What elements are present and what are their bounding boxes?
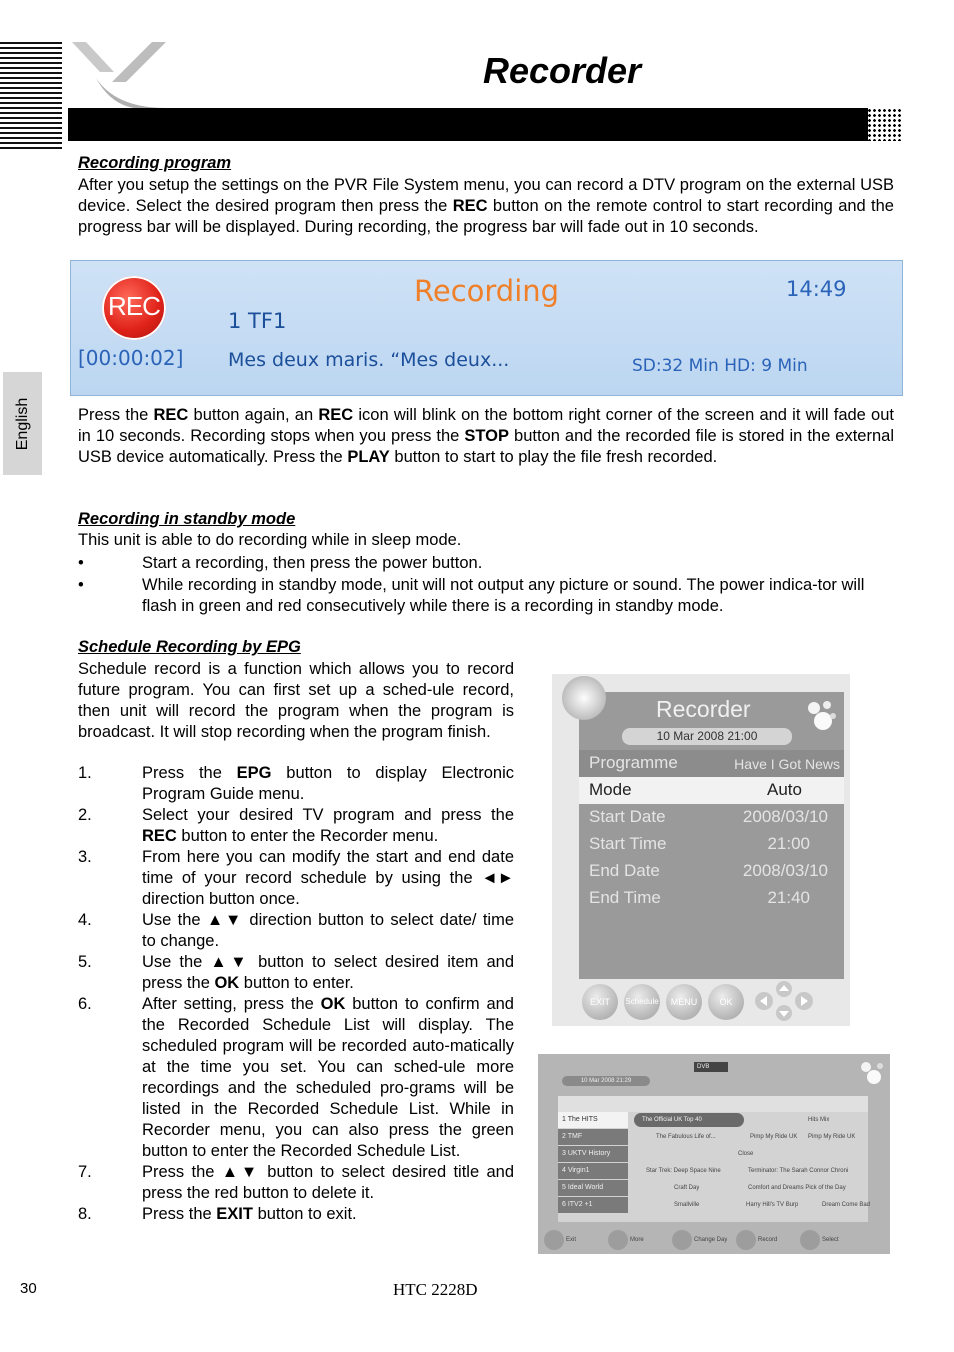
- epg-channel[interactable]: 6 ITV2 +1: [558, 1197, 628, 1213]
- header-bar: [68, 108, 868, 141]
- epg-program[interactable]: Close: [738, 1151, 754, 1157]
- recording-program-paragraph: After you setup the settings on the PVR File System menu, you can record a DTV program on the external USB device. Select the desired program then press the REC button on the remote control to start recording and the progress bar will be displayed. During recording, the progress bar will fade out in 10 seconds.: [78, 176, 894, 236]
- epg-program[interactable]: Terminator: The Sarah Connor Chroni: [748, 1168, 849, 1174]
- recorder-logo-icon: [562, 676, 606, 720]
- epg-footer-label: Select: [822, 1237, 839, 1243]
- recorder-title: Recorder: [656, 696, 751, 722]
- epg-change-day-button-icon[interactable]: [672, 1230, 692, 1250]
- rec-icon: REC: [102, 276, 166, 340]
- standby-list: [78, 553, 894, 617]
- recorder-buttons: [582, 984, 818, 1020]
- epg-channel[interactable]: 4 Virgin1: [558, 1163, 628, 1179]
- row-end-time[interactable]: End Time 21:40: [589, 888, 810, 907]
- epg-record-button-icon[interactable]: [736, 1230, 756, 1250]
- list-item: 5. Use the ▲▼ button to select desired item and press the OK button to enter.: [78, 953, 514, 992]
- bubbles-icon: [800, 696, 840, 736]
- list-item: 4. Use the ▲▼ direction button to select date/ time to change.: [78, 911, 514, 950]
- language-tab: English: [3, 372, 42, 475]
- epg-select-button-icon[interactable]: [800, 1230, 820, 1250]
- standby-intro: This unit is able to do recording while in sleep mode.: [78, 531, 462, 549]
- list-item: 6. After setting, press the OK button to confirm and the Recorded Schedule List will display. The scheduled program will be recorded auto-matically at the time you set. You can sched-ule more recordings and the scheduled pro-grams will be listed in the Recorded Schedule List. While in Recorder menu, you can also press the green button to enter the Recorded Schedule List.: [78, 995, 514, 1160]
- epg-channel[interactable]: 1 The HITS: [558, 1112, 628, 1128]
- epg-day-header: [558, 1096, 868, 1112]
- ok-button[interactable]: OK: [708, 984, 744, 1020]
- list-item: 3. From here you can modify the start and end date time of your record schedule by using the ◄► direction button once.: [78, 848, 514, 908]
- banner-elapsed: [00:00:02]: [78, 346, 184, 370]
- epg-footer-label: Exit: [566, 1237, 577, 1243]
- epg-channel[interactable]: 3 UKTV History: [558, 1146, 628, 1162]
- epg-exit-button-icon[interactable]: [544, 1230, 564, 1250]
- epg-channel[interactable]: 5 Ideal World: [558, 1180, 628, 1196]
- menu-button[interactable]: MENU: [666, 984, 702, 1020]
- epg-program[interactable]: Craft Day: [674, 1185, 700, 1191]
- epg-program[interactable]: Hits Mix: [808, 1117, 830, 1123]
- epg-program[interactable]: Pimp My Ride UK: [750, 1134, 798, 1140]
- page-number: 30: [20, 1280, 37, 1297]
- epg-datetime: 10 Mar 2008 21:29: [562, 1076, 650, 1086]
- epg-dvb: DVB: [694, 1062, 728, 1072]
- header-bar-dots: [862, 108, 902, 141]
- epg-program[interactable]: The Fabulous Life of...: [656, 1134, 716, 1140]
- standby-heading: Recording in standby mode: [78, 510, 296, 528]
- epg-more-button-icon[interactable]: [608, 1230, 628, 1250]
- epg-footer-label: Record: [758, 1237, 778, 1243]
- recorder-datetime: 10 Mar 2008 21:00: [622, 728, 792, 745]
- list-item: • While recording in standby mode, unit will not output any picture or sound. The power indica-tor will flash in green and red consecutively while there is a recording in standby mode.: [78, 576, 865, 615]
- epg-program[interactable]: Pimp My Ride UK: [808, 1134, 856, 1140]
- epg-channel[interactable]: 2 TMF: [558, 1129, 628, 1145]
- epg-program[interactable]: Dream Come Bad: [822, 1202, 871, 1208]
- banner-title: Recording: [414, 274, 560, 308]
- schedule-heading: Schedule Recording by EPG: [78, 638, 301, 656]
- schedule-button[interactable]: Schedule: [624, 984, 660, 1020]
- model-name: HTC 2228D: [393, 1280, 478, 1299]
- epg-program[interactable]: Star Trek: Deep Space Nine: [646, 1168, 721, 1174]
- row-start-date[interactable]: Start Date 2008/03/10: [589, 807, 828, 826]
- epg-screenshot: [538, 1054, 890, 1254]
- exit-button[interactable]: EXIT: [582, 984, 618, 1020]
- page-title: Recorder: [482, 50, 642, 91]
- row-programme[interactable]: Programme Have I Got News: [579, 750, 844, 777]
- recorder-menu-screenshot: [552, 674, 850, 1026]
- epg-program[interactable]: The Official UK Top 40: [642, 1117, 702, 1123]
- list-item: 8. Press the EXIT button to exit.: [78, 1205, 357, 1223]
- list-item: 2. Select your desired TV program and press the REC button to enter the Recorder menu.: [78, 806, 514, 845]
- epg-program[interactable]: Harry Hill's TV Burp: [746, 1202, 799, 1208]
- rec-stop-paragraph: Press the REC button again, an REC icon will blink on the bottom right corner of the screen and it will fade out in 10 seconds. Recording stops when you press the STOP button and the recorded file is stored in the external USB device automatically. Press the PLAY button to start to play the file fresh recorded.: [78, 406, 894, 466]
- epg-footer: [538, 1226, 890, 1254]
- epg-program[interactable]: Comfort and Dreams Pick of the Day: [748, 1185, 846, 1191]
- list-item: • Start a recording, then press the power button.: [78, 554, 483, 572]
- schedule-steps: [78, 763, 514, 1225]
- epg-footer-label: Change Day: [694, 1237, 728, 1243]
- banner-time: 14:49: [786, 277, 847, 301]
- epg-program[interactable]: Smallville: [674, 1202, 700, 1208]
- row-start-time[interactable]: Start Time 21:00: [589, 834, 810, 853]
- banner-space: SD:32 Min HD: 9 Min: [632, 356, 808, 376]
- banner-channel: 1 TF1: [228, 309, 287, 333]
- list-item: 7. Press the ▲▼ button to select desired title and press the red button to delete it.: [78, 1163, 514, 1202]
- direction-pad-icon[interactable]: [750, 981, 818, 1021]
- bubbles-icon: [856, 1058, 886, 1088]
- row-mode[interactable]: Mode Auto: [579, 777, 844, 804]
- epg-footer-label: More: [630, 1237, 644, 1243]
- row-end-date[interactable]: End Date 2008/03/10: [589, 861, 828, 880]
- list-item: 1. Press the EPG button to display Electronic Program Guide menu.: [78, 764, 514, 803]
- banner-program: Mes deux maris. “Mes deux...: [228, 349, 510, 371]
- recording-program-heading: Recording program: [78, 154, 232, 172]
- schedule-intro: Schedule record is a function which allows you to record future program. You can first set up a sched-ule record, then unit will record the program when the program is broadcast. It will stop recording when the program finish.: [78, 660, 514, 741]
